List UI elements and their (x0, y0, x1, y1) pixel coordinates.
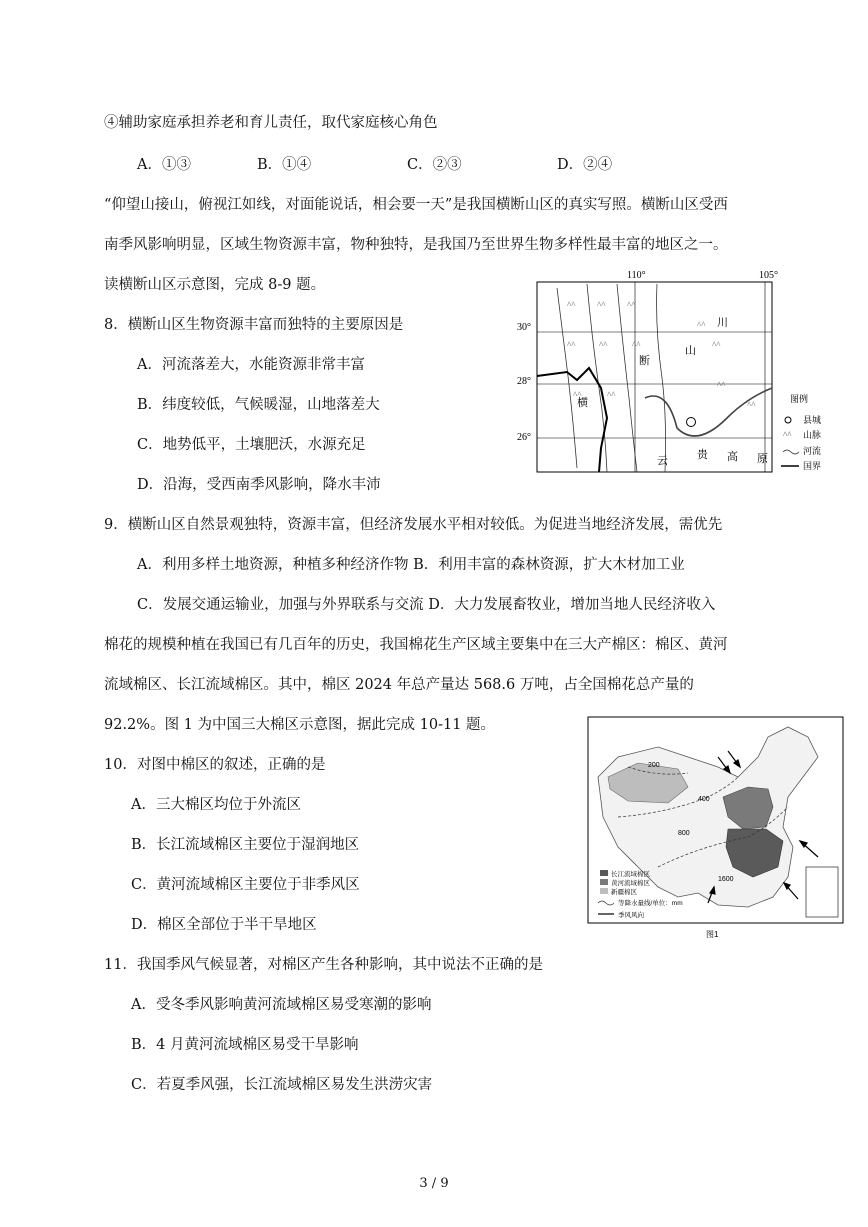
place-char: 高 (727, 451, 738, 463)
china-cotton-map (588, 717, 843, 942)
svg-text:^^: ^^ (597, 300, 606, 310)
svg-text:^^: ^^ (567, 300, 576, 310)
place-char: 云 (657, 455, 668, 467)
q10-stem: 10．对图中棉区的叙述，正确的是 (104, 757, 326, 773)
svg-text:^^: ^^ (747, 400, 756, 410)
legend-town-icon (785, 417, 791, 423)
q8-option-d: D．沿海，受西南季风影响，降水丰沛 (137, 477, 381, 493)
svg-text:^^: ^^ (697, 320, 706, 330)
passage-line-2: 南季风影响明显，区域生物资源丰富，物种独特，是我国乃至世界生物多样性最丰富的地区之一。 (104, 237, 728, 253)
legend-item: 季风风向 (618, 912, 644, 919)
q9-options-ab: A．利用多样土地资源，种植多种经济作物 B．利用丰富的森林资源，扩大木材加工业 (137, 557, 685, 573)
svg-text:^^: ^^ (567, 340, 576, 350)
legend-river-icon (783, 450, 799, 454)
q8-option-a: A．河流落差大，水能资源非常丰富 (137, 357, 365, 373)
isohyet-label: 1600 (718, 876, 734, 883)
lat-label: 28° (517, 376, 531, 387)
page-number: 3 / 9 (419, 1176, 449, 1191)
passage2-line-1: 棉花的规模种植在我国已有几百年的历史，我国棉花生产区域主要集中在三大产棉区：棉区、黄河 (104, 637, 728, 653)
county-town-icon (687, 418, 696, 427)
legend-item: 河流 (803, 446, 822, 456)
q11-option-c: C．若夏季风强，长江流域棉区易发生洪涝灾害 (131, 1077, 433, 1093)
passage-line-1: “仰望山接山，俯视江如线，对面能说话，相会要一天”是我国横断山区的真实写照。横断山区受西 (104, 197, 728, 213)
q9-options-cd: C．发展交通运输业，加强与外界联系与交流 D．大力发展畜牧业，增加当地人民经济收入 (137, 597, 716, 613)
legend-item: 长江流域棉区 (611, 871, 650, 878)
figure-caption: 图1 (706, 930, 719, 939)
passage-line-3: 读横断山区示意图，完成 8-9 题。 (104, 277, 326, 293)
legend-title: 图例 (790, 394, 809, 404)
legend-item: 山脉 (803, 430, 822, 440)
legend-mountain-icon: ^^ (783, 430, 792, 440)
q11-option-a: A．受冬季风影响黄河流域棉区易受寒潮的影响 (131, 997, 432, 1013)
q8-option-b: B．纬度较低，气候暖湿，山地落差大 (137, 397, 380, 413)
passage2-line-3: 92.2%。图 1 为中国三大棉区示意图，据此完成 10-11 题。 (104, 717, 496, 733)
legend-swatch-yellow-river (600, 879, 608, 885)
place-char: 原 (757, 453, 768, 465)
place-char: 川 (717, 317, 728, 329)
lat-label: 26° (517, 432, 531, 443)
legend-swatch-xinjiang (600, 888, 608, 894)
svg-text:^^: ^^ (607, 390, 616, 400)
lon-label: 105° (759, 270, 778, 281)
q10-option-c: C．黄河流域棉区主要位于非季风区 (131, 877, 360, 893)
q10-option-a: A．三大棉区均位于外流区 (131, 797, 301, 813)
hengduan-map (517, 268, 843, 478)
lon-label: 110° (627, 270, 646, 281)
legend-item: 等降水量线/单位：mm (618, 900, 683, 907)
q8-stem: 8．横断山区生物资源丰富而独特的主要原因是 (104, 317, 404, 333)
option-4-text: ④辅助家庭承担养老和育儿责任，取代家庭核心角色 (104, 115, 438, 131)
q11-option-b: B．4 月黄河流域棉区易受干旱影响 (131, 1037, 359, 1053)
q7-option-c: C．②③ (407, 157, 462, 173)
legend-item: 新疆棉区 (611, 889, 637, 896)
legend-item: 国界 (803, 461, 822, 471)
national-border (537, 368, 607, 472)
q9-stem: 9．横断山区自然景观独特，资源丰富，但经济发展水平相对较低。为促进当地经济发展，需优先 (104, 517, 723, 533)
q8-option-c: C．地势低平，土壤肥沃，水源充足 (137, 437, 366, 453)
legend-item: 黄河流域棉区 (611, 880, 650, 887)
svg-text:^^: ^^ (632, 340, 641, 350)
q7-option-b: B．①④ (257, 157, 312, 173)
passage2-line-2: 流域棉区、长江流域棉区。其中，棉区 2024 年总产量达 568.6 万吨，占全国棉花总产量的 (104, 677, 694, 693)
place-char: 断 (639, 355, 650, 367)
svg-text:^^: ^^ (599, 340, 608, 350)
q10-option-b: B．长江流域棉区主要位于湿润地区 (131, 837, 360, 853)
q11-stem: 11．我国季风气候显著，对棉区产生各种影响，其中说法不正确的是 (104, 957, 543, 973)
isohyet-label: 400 (698, 796, 710, 803)
place-char: 贵 (697, 449, 708, 461)
south-china-sea-inset (806, 867, 838, 917)
svg-text:^^: ^^ (573, 390, 582, 400)
isohyet-label: 800 (678, 830, 690, 837)
q7-option-a: A．①③ (137, 157, 191, 173)
svg-text:^^: ^^ (717, 380, 726, 390)
place-char: 山 (685, 345, 696, 357)
place-char: 横 (577, 397, 588, 409)
lat-label: 30° (517, 322, 531, 333)
q7-option-d: D．②④ (557, 157, 613, 173)
svg-text:^^: ^^ (627, 300, 636, 310)
q10-option-d: D．棉区全部位于半干旱地区 (131, 917, 317, 933)
legend-swatch-yangtze (600, 870, 608, 876)
svg-text:^^: ^^ (712, 340, 721, 350)
legend-item: 县城 (803, 415, 822, 425)
isohyet-label: 200 (648, 762, 660, 769)
